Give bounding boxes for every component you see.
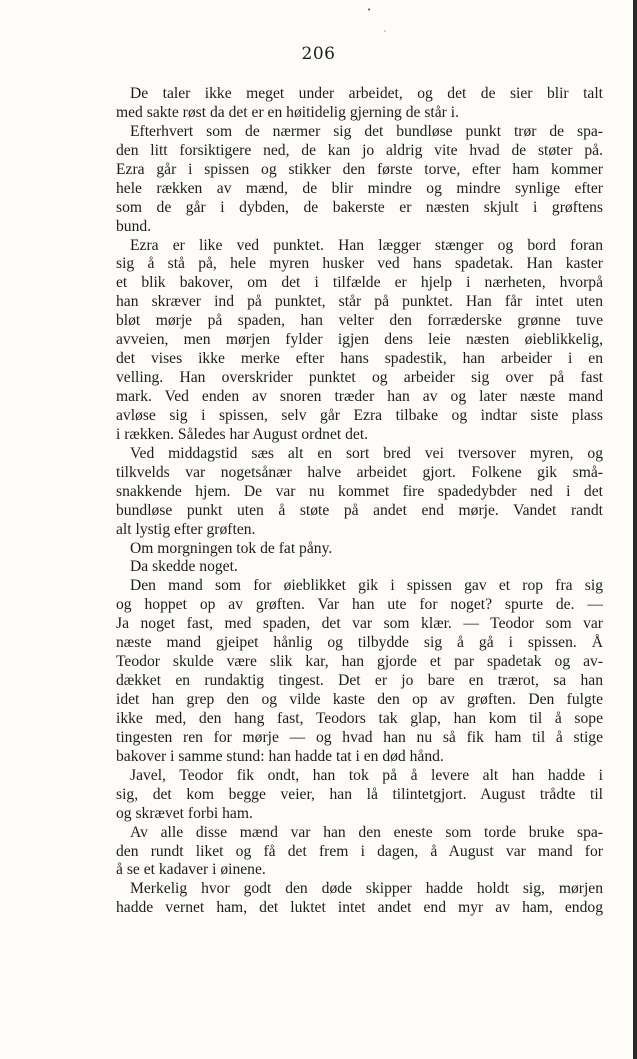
text-line: hadde vernet ham, det luktet intet andet end myr av ham, endog [116, 899, 603, 917]
text-line: som de går i dybden, de bakerste er næsten skjult i grøftens [116, 198, 603, 216]
text-line: å se et kadaver i øinene. [116, 861, 266, 879]
text-line: snakkende hjem. De var nu kommet fire spadedybder ned i det [116, 482, 603, 500]
text-line: Av alle disse mænd var han den eneste som torde bruke spa- [130, 823, 603, 841]
text-line: Efterhvert som de nærmer sig det bundløse punkt trør de spa- [130, 122, 603, 140]
text-line: med sakte røst da det er en høitidelig gjerning de står i. [116, 103, 459, 121]
text-line: velling. Han overskrider punktet og arbeider sig over på fast [116, 369, 603, 387]
paragraph [116, 540, 603, 559]
text-line: Om morgningen tok de fat påny. [130, 539, 333, 557]
page-number: 206 [301, 44, 336, 64]
text-line: Den mand som for øieblikket gik i spissen gav et rop fra sig [130, 577, 603, 595]
paragraph [116, 824, 603, 881]
text-line: et blik bakover, om det i tilfælde er hjelp i nærheten, hvorpå [116, 274, 603, 292]
text-line: og hoppet op av grøften. Var han ute for noget? spurte de. — [116, 596, 603, 614]
print-speck: ʹ [384, 30, 386, 38]
text-line: ikke med, den hang fast, Teodors tak glap, han kom til å sope [116, 709, 603, 727]
paragraph [116, 767, 603, 824]
text-line: Ved middagstid sæs alt en sort bred vei tversover myren, og [130, 444, 603, 462]
text-line: Javel, Teodor fik ondt, han tok på å levere alt han hadde i [130, 766, 603, 784]
text-line: det vises ikke merke efter hans spadestik, han arbeider i en [116, 350, 603, 368]
text-line: mark. Ved enden av snoren træder han av og later næste mand [116, 388, 603, 405]
text-line: Ezra er like ved punktet. Han lægger stænger og bord foran [130, 236, 603, 254]
text-line: sig, det kom begge veier, han lå tilintetgjort. August trådte til [116, 785, 603, 803]
text-line: tingesten ren for mørje — og hvad han nu så fik ham til å stige [116, 728, 603, 746]
text-line: bundløse punkt uten å støte på andet end mørje. Vandet randt [116, 501, 603, 519]
text-line: dækket en rundaktig tingest. Det er jo bare en trærot, sa han [116, 672, 603, 690]
paragraph [116, 880, 603, 918]
paragraph [116, 558, 603, 577]
text-line: den litt forsiktigere ned, de kan jo aldrig vite hvad de støter på. [116, 141, 603, 159]
text-line: næste mand gjeipet hånlig og tilbydde sig å gå i spissen. Å [116, 634, 603, 652]
text-line: avveien, men mørjen fylder igjen dens leie næsten øieblikkelig, [116, 331, 603, 349]
text-line: Da skedde noget. [130, 558, 238, 576]
text-line: han skræver ind på punktet, står på punktet. Han får intet uten [116, 293, 603, 311]
text-line: Ja noget fast, med spaden, det var som klær. — Teodor som var [116, 615, 603, 633]
text-line: bund. [116, 217, 152, 235]
text-line: den rundt liket og få det frem i dagen, å August var mand for [116, 842, 603, 860]
text-line: Ezra går i spissen og stikker den første torve, efter ham kommer [116, 160, 603, 178]
paragraph [116, 237, 603, 445]
page-edge-shadow [633, 0, 637, 1059]
text-line: hele rækken av mænd, de blir mindre og mindre synlige efter [116, 179, 603, 197]
text-line: bløt mørje på spaden, han velter den forræderske grønne tuve [116, 312, 603, 330]
text-line: avløse sig i spissen, selv går Ezra tilbake og indtar siste plass [116, 406, 603, 424]
text-line: De taler ikke meget under arbeidet, og det de sier blir talt [130, 85, 603, 102]
text-line: og skrævet forbi ham. [116, 804, 253, 822]
text-line: idet han grep den og vilde kaste den op av grøften. Den fulgte [116, 691, 603, 708]
text-line: Merkelig hvor godt den døde skipper hadde holdt sig, mørjen [130, 880, 603, 898]
body-text [116, 85, 603, 918]
text-line: alt lystig efter grøften. [116, 520, 256, 538]
paragraph [116, 85, 603, 123]
text-line: i rækken. Således har August ordnet det. [116, 425, 369, 443]
paragraph [116, 445, 603, 540]
paragraph [116, 123, 603, 237]
text-line: tilkvelds var nogetsånær halve arbeidet gjort. Folkene gik små- [116, 463, 603, 481]
paragraph [116, 577, 603, 766]
print-speck: • [367, 6, 372, 14]
text-line: bakover i samme stund: han hadde tat i en død hånd. [116, 747, 444, 765]
text-line: Teodor skulde være slik kar, han gjorde et par spadetak og av- [116, 653, 603, 671]
text-line: sig å stå på, hele myren husker ved hans spadetak. Han kaster [116, 255, 603, 273]
